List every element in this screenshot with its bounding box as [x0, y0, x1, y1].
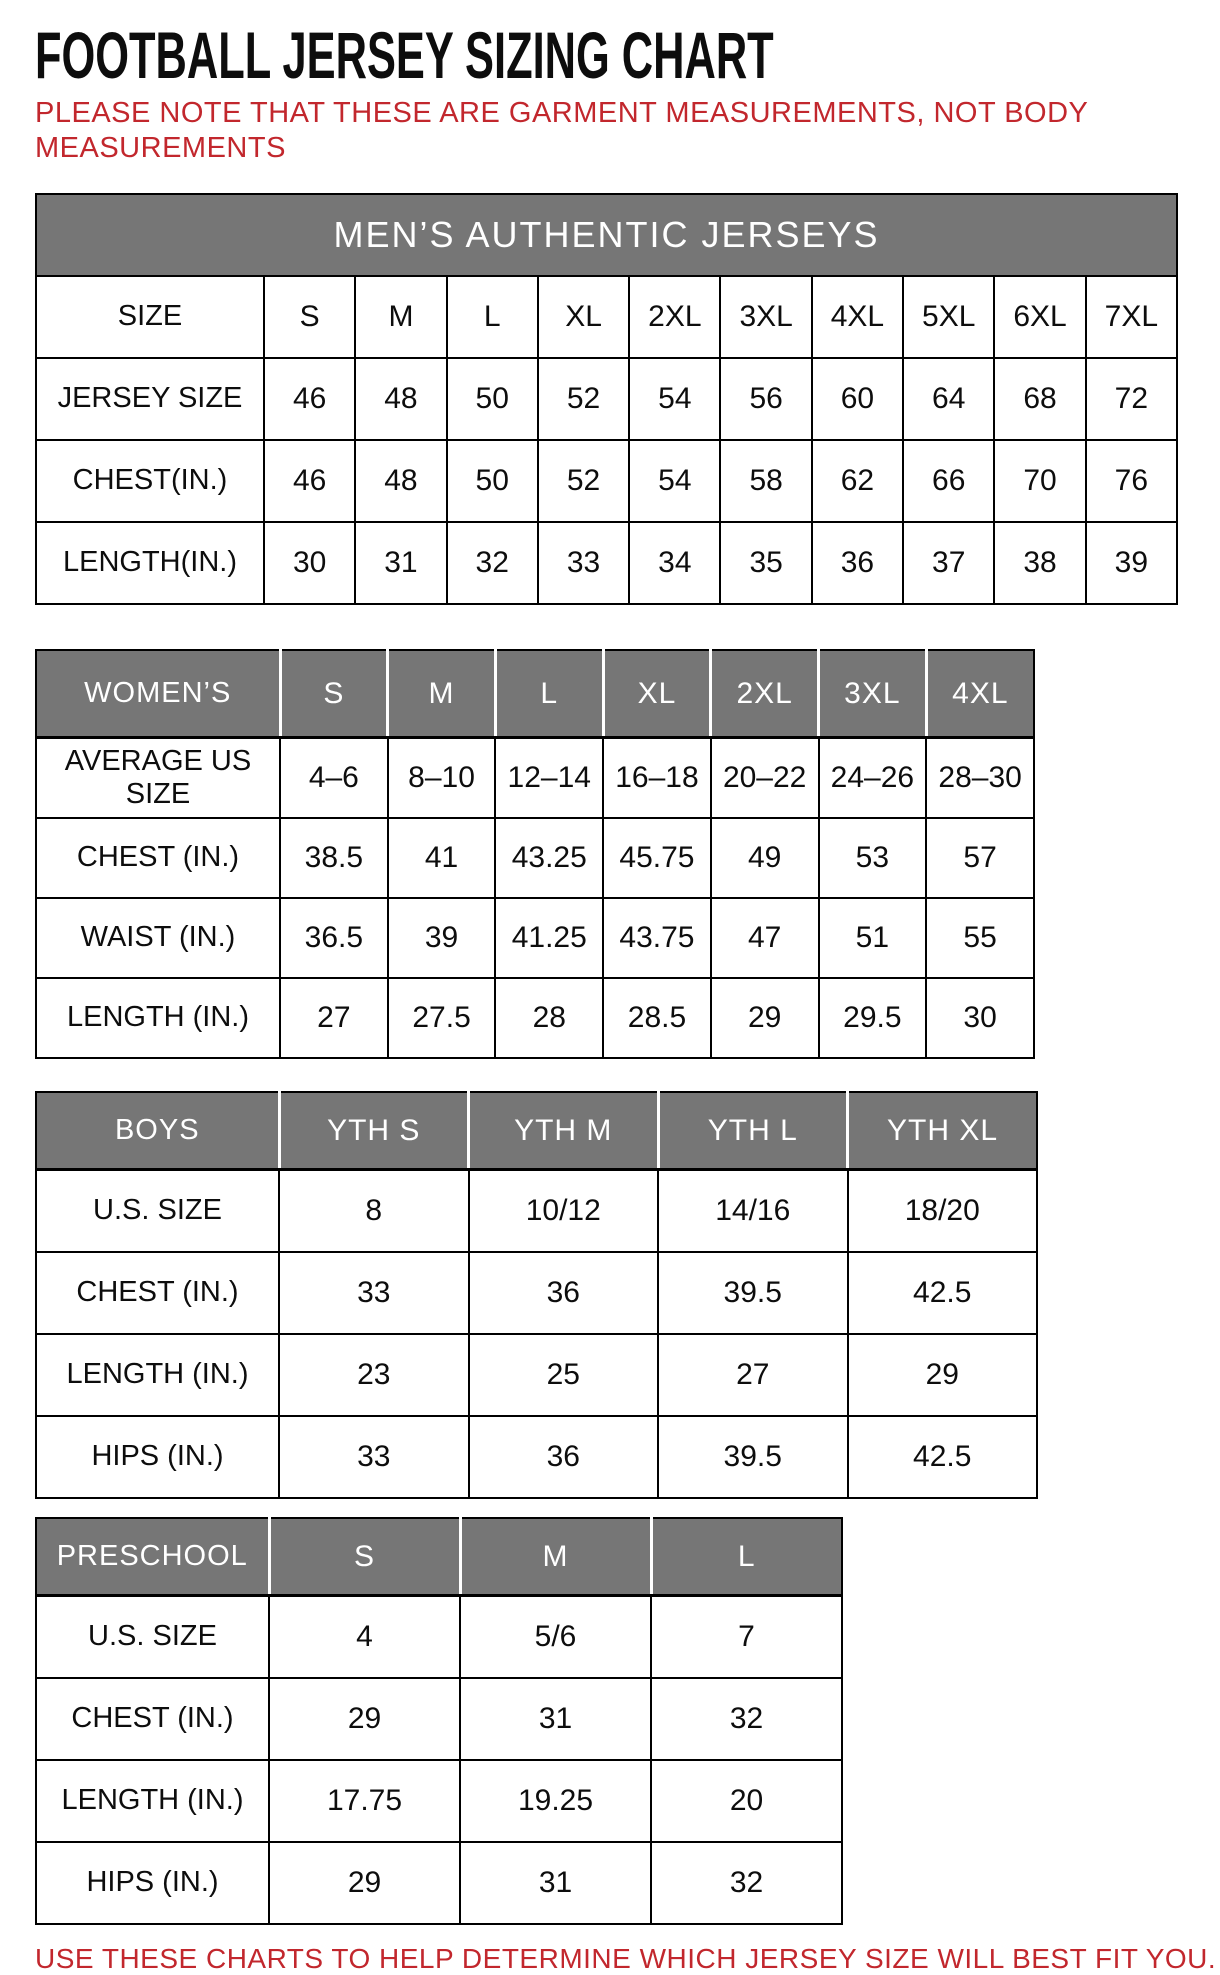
value-cell: 41 [388, 818, 496, 898]
value-cell: 30 [926, 978, 1034, 1058]
table-row [36, 898, 1034, 978]
table-row [36, 276, 1177, 358]
boys-sizing-table [35, 1091, 1038, 1499]
table-row [36, 818, 1034, 898]
mens-authentic-jerseys-table [35, 193, 1178, 605]
row-label: AVERAGE US SIZE [36, 738, 280, 818]
value-cell: 58 [720, 440, 811, 522]
value-cell: 60 [812, 358, 903, 440]
value-cell: 27.5 [388, 978, 496, 1058]
note-line-1: PLEASE NOTE THAT THESE ARE GARMENT MEASUREMENTS, NOT BODY [35, 97, 1089, 129]
table-row [36, 1842, 842, 1924]
row-label: CHEST(IN.) [36, 440, 264, 522]
value-cell: 32 [651, 1842, 842, 1924]
value-cell: 31 [460, 1678, 651, 1760]
value-cell: 16–18 [603, 738, 711, 818]
value-cell: S [264, 276, 355, 358]
value-cell: 29.5 [819, 978, 927, 1058]
value-cell: 29 [711, 978, 819, 1058]
size-column-header: S [280, 650, 388, 738]
value-cell: 5XL [903, 276, 994, 358]
value-cell: 5/6 [460, 1596, 651, 1678]
value-cell: 54 [629, 358, 720, 440]
row-label: WAIST (IN.) [36, 898, 280, 978]
value-cell: 49 [711, 818, 819, 898]
value-cell: 68 [994, 358, 1085, 440]
value-cell: 50 [447, 358, 538, 440]
value-cell: 62 [812, 440, 903, 522]
value-cell: XL [538, 276, 629, 358]
value-cell: 42.5 [848, 1252, 1038, 1334]
row-label: LENGTH(IN.) [36, 522, 264, 604]
table-row [36, 1416, 1037, 1498]
value-cell: 53 [819, 818, 927, 898]
value-cell: 37 [903, 522, 994, 604]
table-header-row [36, 1518, 842, 1596]
row-label: LENGTH (IN.) [36, 1334, 279, 1416]
row-label: U.S. SIZE [36, 1596, 269, 1678]
value-cell: 2XL [629, 276, 720, 358]
table-row [36, 1760, 842, 1842]
value-cell: 19.25 [460, 1760, 651, 1842]
value-cell: 39 [388, 898, 496, 978]
table-row [36, 440, 1177, 522]
value-cell: 23 [279, 1334, 469, 1416]
value-cell: 43.75 [603, 898, 711, 978]
table-row [36, 1596, 842, 1678]
size-column-header: 2XL [711, 650, 819, 738]
table-header-row [36, 650, 1034, 738]
size-column-header: YTH M [469, 1092, 659, 1170]
table-row [36, 978, 1034, 1058]
value-cell: 32 [651, 1678, 842, 1760]
value-cell: 48 [355, 358, 446, 440]
value-cell: 52 [538, 440, 629, 522]
value-cell: 31 [355, 522, 446, 604]
value-cell: 48 [355, 440, 446, 522]
value-cell: L [447, 276, 538, 358]
table-banner-row [36, 194, 1177, 276]
table-row [36, 1678, 842, 1760]
size-column-header: S [269, 1518, 460, 1596]
value-cell: 32 [447, 522, 538, 604]
size-column-header: 3XL [819, 650, 927, 738]
size-column-header: YTH L [658, 1092, 848, 1170]
value-cell: 46 [264, 358, 355, 440]
value-cell: 52 [538, 358, 629, 440]
value-cell: 27 [280, 978, 388, 1058]
value-cell: 46 [264, 440, 355, 522]
value-cell: 3XL [720, 276, 811, 358]
value-cell: 4–6 [280, 738, 388, 818]
preschool-sizing-table [35, 1517, 843, 1925]
value-cell: 10/12 [469, 1170, 659, 1252]
value-cell: 39 [1086, 522, 1177, 604]
value-cell: 41.25 [495, 898, 603, 978]
table-title-cell: PRESCHOOL [36, 1518, 269, 1596]
table-row [36, 1334, 1037, 1416]
table-header-row [36, 1092, 1037, 1170]
row-label: LENGTH (IN.) [36, 1760, 269, 1842]
value-cell: 38.5 [280, 818, 388, 898]
value-cell: 57 [926, 818, 1034, 898]
table-row [36, 738, 1034, 818]
garment-measurement-note [35, 96, 1220, 167]
value-cell: 12–14 [495, 738, 603, 818]
size-column-header: XL [603, 650, 711, 738]
value-cell: 29 [269, 1678, 460, 1760]
value-cell: 8 [279, 1170, 469, 1252]
row-label: SIZE [36, 276, 264, 358]
value-cell: 27 [658, 1334, 848, 1416]
value-cell: 8–10 [388, 738, 496, 818]
value-cell: 31 [460, 1842, 651, 1924]
value-cell: 29 [848, 1334, 1038, 1416]
value-cell: 47 [711, 898, 819, 978]
value-cell: 28 [495, 978, 603, 1058]
value-cell: 24–26 [819, 738, 927, 818]
row-label: CHEST (IN.) [36, 818, 280, 898]
table-row [36, 358, 1177, 440]
value-cell: 38 [994, 522, 1085, 604]
size-column-header: M [460, 1518, 651, 1596]
table-row [36, 522, 1177, 604]
value-cell: 55 [926, 898, 1034, 978]
row-label: JERSEY SIZE [36, 358, 264, 440]
footer-note: USE THESE CHARTS TO HELP DETERMINE WHICH JERSEY SIZE WILL BEST FIT YOU. [35, 1942, 1217, 1974]
value-cell: 42.5 [848, 1416, 1038, 1498]
value-cell: 50 [447, 440, 538, 522]
value-cell: 4XL [812, 276, 903, 358]
row-label: CHEST (IN.) [36, 1252, 279, 1334]
size-column-header: YTH XL [848, 1092, 1038, 1170]
value-cell: 66 [903, 440, 994, 522]
value-cell: 43.25 [495, 818, 603, 898]
value-cell: 7XL [1086, 276, 1177, 358]
value-cell: 36.5 [280, 898, 388, 978]
table-row [36, 1252, 1037, 1334]
value-cell: M [355, 276, 446, 358]
value-cell: 28.5 [603, 978, 711, 1058]
row-label: HIPS (IN.) [36, 1416, 279, 1498]
note-line-2: MEASUREMENTS [35, 132, 286, 165]
page-title [35, 19, 1220, 93]
value-cell: 34 [629, 522, 720, 604]
row-label: HIPS (IN.) [36, 1842, 269, 1924]
value-cell: 39.5 [658, 1416, 848, 1498]
value-cell: 25 [469, 1334, 659, 1416]
value-cell: 30 [264, 522, 355, 604]
value-cell: 36 [812, 522, 903, 604]
row-label: CHEST (IN.) [36, 1678, 269, 1760]
page-title-text: FOOTBALL JERSEY SIZING CHART [35, 19, 774, 93]
table-row [36, 1170, 1037, 1252]
value-cell: 29 [269, 1842, 460, 1924]
value-cell: 39.5 [658, 1252, 848, 1334]
value-cell: 70 [994, 440, 1085, 522]
row-label: U.S. SIZE [36, 1170, 279, 1252]
value-cell: 76 [1086, 440, 1177, 522]
value-cell: 56 [720, 358, 811, 440]
row-label: LENGTH (IN.) [36, 978, 280, 1058]
value-cell: 28–30 [926, 738, 1034, 818]
womens-sizing-table [35, 649, 1035, 1059]
size-column-header: 4XL [926, 650, 1034, 738]
value-cell: 72 [1086, 358, 1177, 440]
value-cell: 51 [819, 898, 927, 978]
table-title-cell: BOYS [36, 1092, 279, 1170]
value-cell: 6XL [994, 276, 1085, 358]
size-column-header: YTH S [279, 1092, 469, 1170]
value-cell: 4 [269, 1596, 460, 1678]
value-cell: 45.75 [603, 818, 711, 898]
size-column-header: L [651, 1518, 842, 1596]
value-cell: 64 [903, 358, 994, 440]
value-cell: 33 [279, 1416, 469, 1498]
value-cell: 33 [279, 1252, 469, 1334]
value-cell: 36 [469, 1416, 659, 1498]
value-cell: 35 [720, 522, 811, 604]
value-cell: 36 [469, 1252, 659, 1334]
value-cell: 17.75 [269, 1760, 460, 1842]
value-cell: 14/16 [658, 1170, 848, 1252]
size-column-header: L [495, 650, 603, 738]
size-column-header: M [388, 650, 496, 738]
value-cell: 20–22 [711, 738, 819, 818]
value-cell: 18/20 [848, 1170, 1038, 1252]
value-cell: 7 [651, 1596, 842, 1678]
value-cell: 33 [538, 522, 629, 604]
value-cell: 20 [651, 1760, 842, 1842]
value-cell: 54 [629, 440, 720, 522]
table-title-cell: WOMEN’S [36, 650, 280, 738]
table-banner: MEN’S AUTHENTIC JERSEYS [36, 194, 1177, 276]
